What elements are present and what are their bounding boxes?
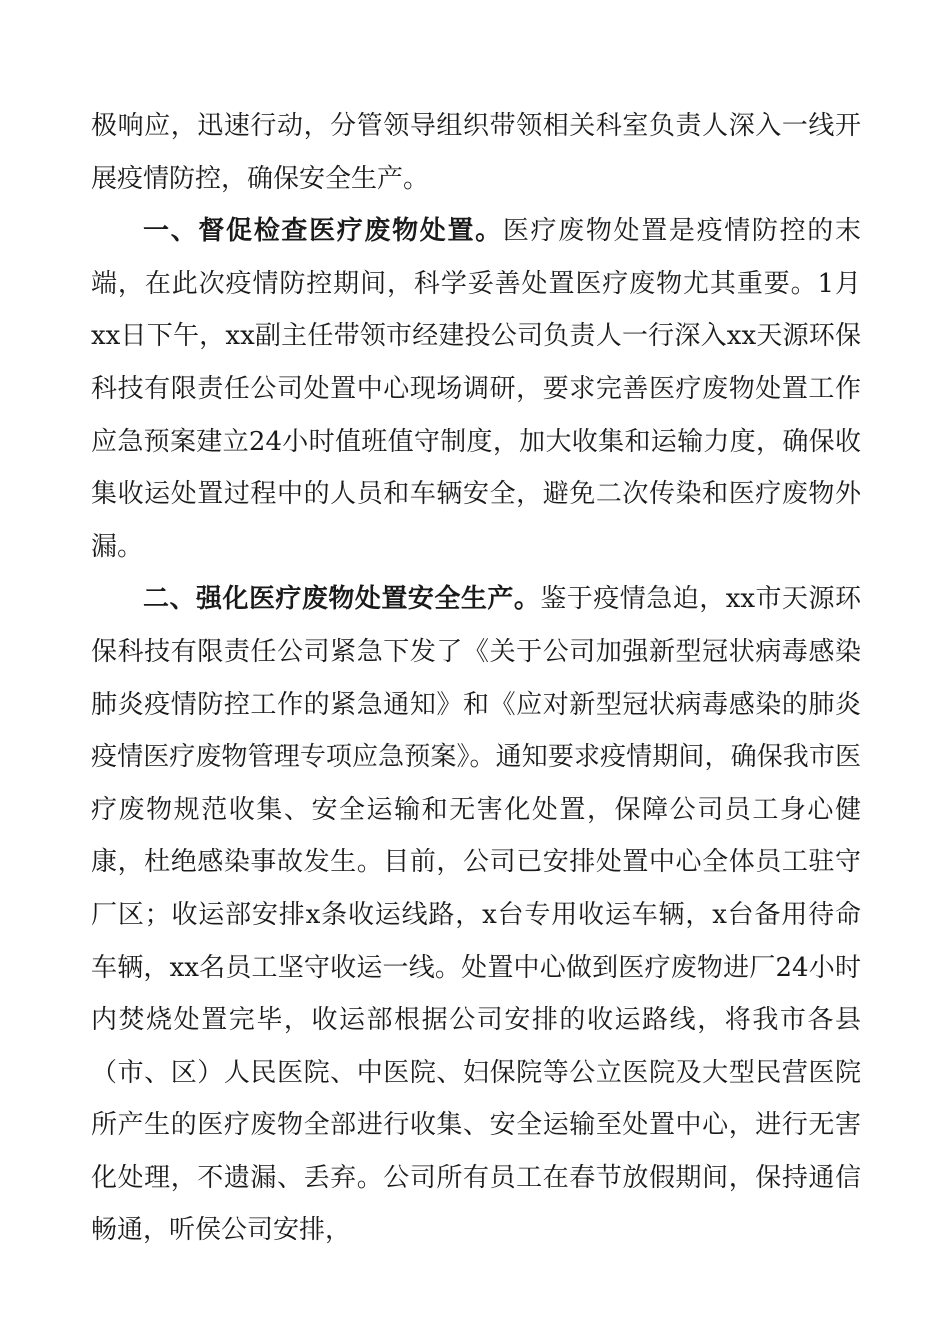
document-body bbox=[91, 100, 861, 1257]
paragraph-text: 极响应，迅速行动，分管领导组织带领相关科室负责人深入一线开展疫情防控，确保安全生产。 bbox=[91, 111, 861, 194]
paragraph-text: 鉴于疫情急迫，xx市天源环保科技有限责任公司紧急下发了《关于公司加强新型冠状病毒感染肺炎疫情防控工作的紧急通知》和《应对新型冠状病毒感染的肺炎疫情医疗废物管理专项应急预案》。通知要求疫情期间，确保我市医疗废物规范收集、安全运输和无害化处置，保障公司员工身心健康，杜绝感染事故发生。目前，公司已安排处置中心全体员工驻守厂区；收运部安排x条收运线路，x台专用收运车辆，x台备用待命车辆，xx名员工坚守收运一线。处置中心做到医疗废物进厂24小时内焚烧处置完毕，收运部根据公司安排的收运路线，将我市各县（市、区）人民医院、中医院、妇保院等公立医院及大型民营医院所产生的医疗废物全部进行收集、安全运输至处置中心，进行无害化处理，不遗漏、丢弃。公司所有员工在春节放假期间，保持通信畅通，听侯公司安排， bbox=[91, 584, 861, 1246]
paragraph-section-2 bbox=[91, 573, 861, 1257]
paragraph-continuation bbox=[91, 100, 861, 205]
section-heading: 二、强化医疗废物处置安全生产。 bbox=[143, 584, 541, 615]
section-heading: 一、督促检查医疗废物处置。 bbox=[143, 216, 503, 247]
paragraph-text: 医疗废物处置是疫情防控的末端，在此次疫情防控期间，科学妥善处置医疗废物尤其重要。1月xx日下午，xx副主任带领市经建投公司负责人一行深入xx天源环保科技有限责任公司处置中心现场调研，要求完善医疗废物处置工作应急预案建立24小时值班值守制度，加大收集和运输力度，确保收集收运处置过程中的人员和车辆安全，避免二次传染和医疗废物外漏。 bbox=[91, 216, 861, 562]
paragraph-section-1 bbox=[91, 205, 861, 573]
